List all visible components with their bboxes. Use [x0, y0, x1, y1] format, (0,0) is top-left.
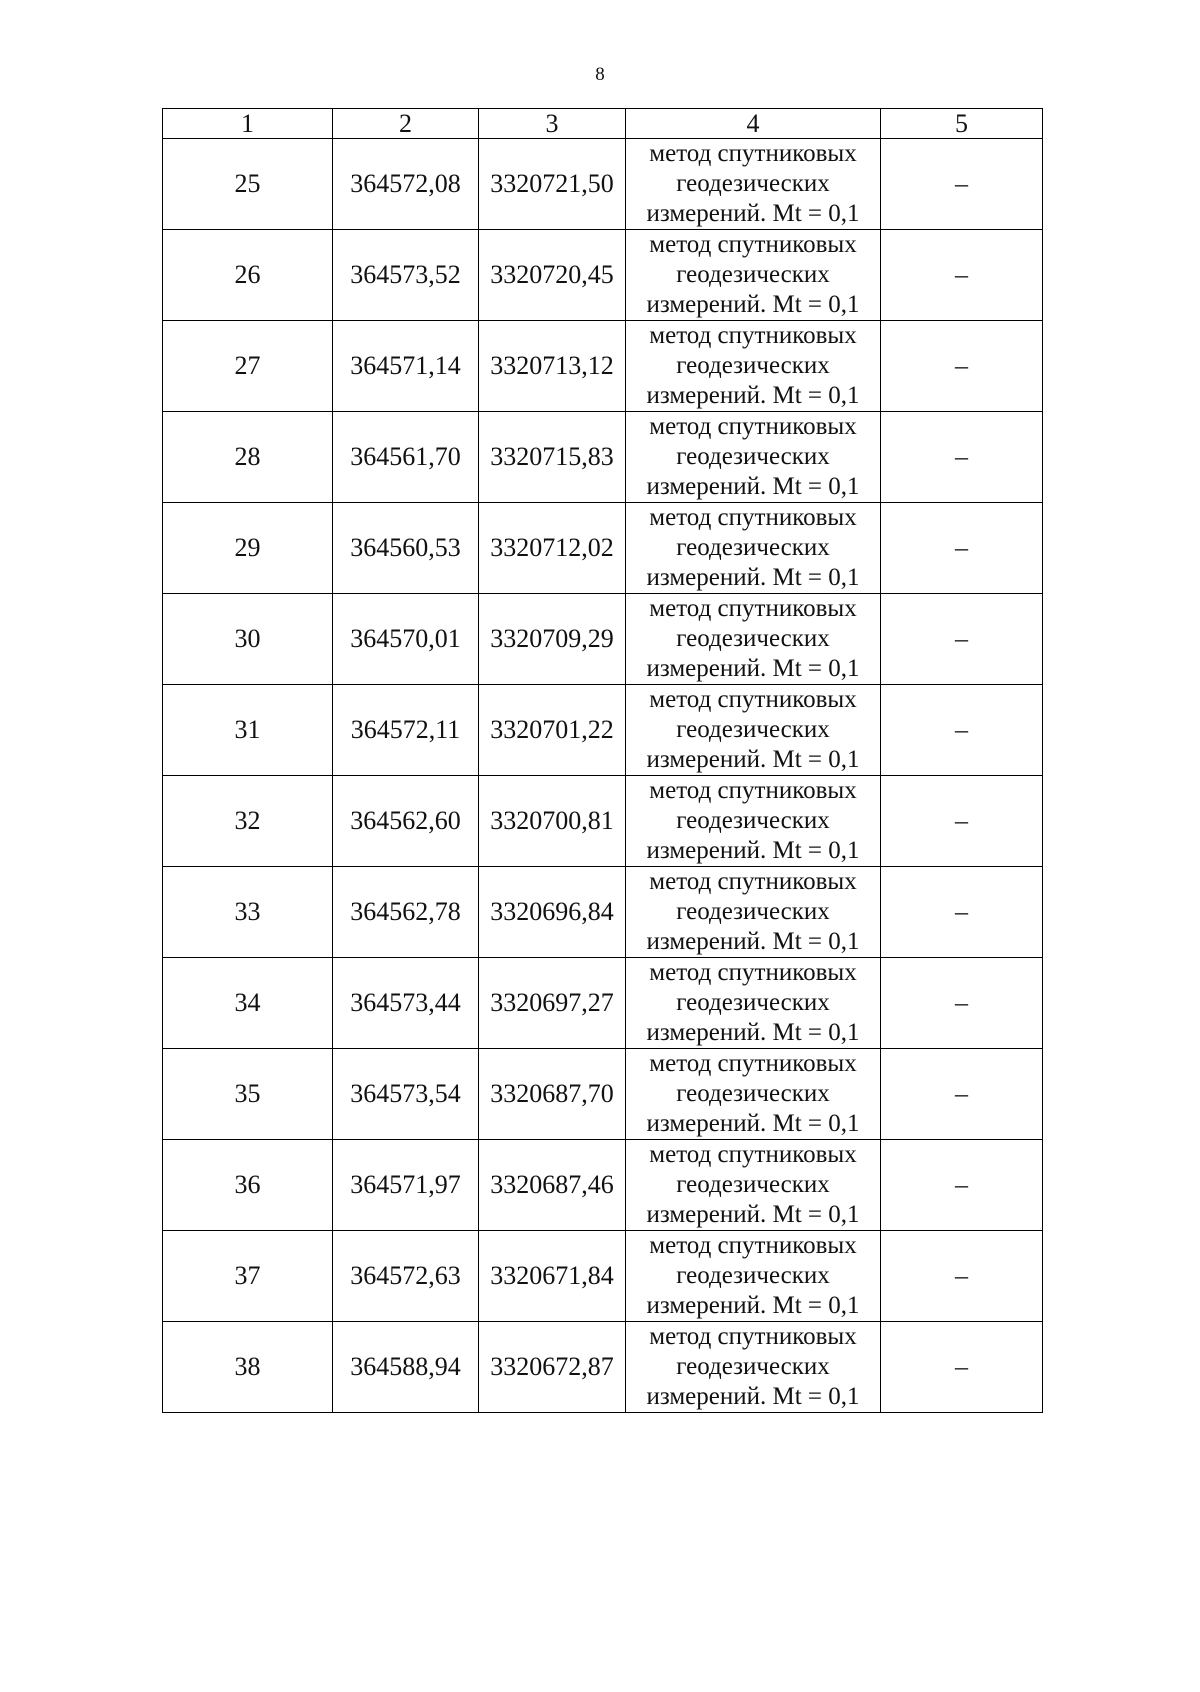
cell-col-5: – [881, 1231, 1043, 1322]
cell-col-2: 364560,53 [333, 503, 479, 594]
cell-col-1: 37 [163, 1231, 333, 1322]
cell-col-4-line: метод спутниковых [649, 1050, 857, 1077]
table-row [163, 958, 1043, 1049]
table-body [163, 139, 1043, 1413]
cell-col-4-line: геодезических [676, 807, 830, 834]
cell-col-1: 30 [163, 594, 333, 685]
cell-col-4-line: геодезических [676, 716, 830, 743]
cell-col-4 [626, 867, 881, 958]
cell-col-4-line: измерений. Mt = 0,1 [646, 1201, 860, 1228]
cell-col-3: 3320687,46 [479, 1140, 626, 1231]
cell-col-5: – [881, 776, 1043, 867]
cell-col-4 [626, 1140, 881, 1231]
cell-col-3: 3320709,29 [479, 594, 626, 685]
cell-col-4-line: геодезических [676, 352, 830, 379]
cell-col-4-line: геодезических [676, 1262, 830, 1289]
cell-col-4-line: измерений. Mt = 0,1 [646, 655, 860, 682]
cell-col-1: 26 [163, 230, 333, 321]
cell-col-4-line: геодезических [676, 170, 830, 197]
cell-col-5: – [881, 867, 1043, 958]
cell-col-5: – [881, 503, 1043, 594]
table-row [163, 139, 1043, 230]
cell-col-1: 31 [163, 685, 333, 776]
table-row [163, 594, 1043, 685]
header-col-2: 2 [333, 109, 479, 139]
cell-col-2: 364573,54 [333, 1049, 479, 1140]
table-row [163, 1049, 1043, 1140]
cell-col-4-line: метод спутниковых [649, 777, 857, 804]
cell-col-4 [626, 1231, 881, 1322]
page-number: 8 [595, 64, 605, 85]
cell-col-4-line: измерений. Mt = 0,1 [646, 928, 860, 955]
table-row [163, 503, 1043, 594]
cell-col-4-line: измерений. Mt = 0,1 [646, 473, 860, 500]
cell-col-3: 3320715,83 [479, 412, 626, 503]
header-row [163, 109, 1043, 139]
cell-col-4-line: геодезических [676, 1171, 830, 1198]
header-col-1: 1 [163, 109, 333, 139]
header-col-4: 4 [626, 109, 881, 139]
cell-col-4-line: геодезических [676, 443, 830, 470]
cell-col-3: 3320712,02 [479, 503, 626, 594]
cell-col-2: 364571,97 [333, 1140, 479, 1231]
cell-col-1: 27 [163, 321, 333, 412]
cell-col-1: 35 [163, 1049, 333, 1140]
cell-col-4-line: измерений. Mt = 0,1 [646, 564, 860, 591]
cell-col-4-line: метод спутниковых [649, 322, 857, 349]
cell-col-5: – [881, 230, 1043, 321]
header-col-5: 5 [881, 109, 1043, 139]
table-row [163, 867, 1043, 958]
cell-col-1: 32 [163, 776, 333, 867]
cell-col-3: 3320687,70 [479, 1049, 626, 1140]
cell-col-4 [626, 594, 881, 685]
cell-col-2: 364588,94 [333, 1322, 479, 1413]
cell-col-4-line: измерений. Mt = 0,1 [646, 746, 860, 773]
cell-col-2: 364573,44 [333, 958, 479, 1049]
table-row [163, 321, 1043, 412]
cell-col-4-line: метод спутниковых [649, 1232, 857, 1259]
cell-col-1: 34 [163, 958, 333, 1049]
cell-col-4-line: метод спутниковых [649, 595, 857, 622]
cell-col-4-line: измерений. Mt = 0,1 [646, 1292, 860, 1319]
cell-col-3: 3320697,27 [479, 958, 626, 1049]
table-header [163, 109, 1043, 139]
cell-col-4 [626, 230, 881, 321]
cell-col-4 [626, 139, 881, 230]
cell-col-5: – [881, 594, 1043, 685]
cell-col-4 [626, 776, 881, 867]
table-row [163, 230, 1043, 321]
cell-col-4 [626, 1049, 881, 1140]
cell-col-4-line: метод спутниковых [649, 959, 857, 986]
cell-col-4-line: метод спутниковых [649, 1141, 857, 1168]
cell-col-4-line: метод спутниковых [649, 868, 857, 895]
cell-col-3: 3320713,12 [479, 321, 626, 412]
cell-col-4-line: метод спутниковых [649, 686, 857, 713]
cell-col-5: – [881, 1322, 1043, 1413]
cell-col-4 [626, 685, 881, 776]
cell-col-4-line: измерений. Mt = 0,1 [646, 837, 860, 864]
cell-col-5: – [881, 958, 1043, 1049]
cell-col-3: 3320700,81 [479, 776, 626, 867]
table-row [163, 776, 1043, 867]
cell-col-1: 29 [163, 503, 333, 594]
table-row [163, 412, 1043, 503]
cell-col-4-line: геодезических [676, 898, 830, 925]
cell-col-4-line: геодезических [676, 534, 830, 561]
coordinates-table [162, 108, 1043, 1413]
cell-col-4-line: измерений. Mt = 0,1 [646, 1383, 860, 1410]
cell-col-5: – [881, 1140, 1043, 1231]
cell-col-4-line: геодезических [676, 1353, 830, 1380]
cell-col-5: – [881, 139, 1043, 230]
cell-col-1: 38 [163, 1322, 333, 1413]
cell-col-2: 364573,52 [333, 230, 479, 321]
cell-col-4 [626, 958, 881, 1049]
cell-col-5: – [881, 412, 1043, 503]
cell-col-2: 364562,78 [333, 867, 479, 958]
cell-col-2: 364572,08 [333, 139, 479, 230]
cell-col-4 [626, 412, 881, 503]
cell-col-2: 364561,70 [333, 412, 479, 503]
cell-col-4-line: метод спутниковых [649, 140, 857, 167]
cell-col-3: 3320720,45 [479, 230, 626, 321]
cell-col-4-line: метод спутниковых [649, 1323, 857, 1350]
cell-col-5: – [881, 1049, 1043, 1140]
cell-col-4-line: геодезических [676, 989, 830, 1016]
cell-col-4-line: метод спутниковых [649, 504, 857, 531]
cell-col-2: 364572,63 [333, 1231, 479, 1322]
cell-col-1: 28 [163, 412, 333, 503]
cell-col-3: 3320721,50 [479, 139, 626, 230]
cell-col-5: – [881, 685, 1043, 776]
header-col-3: 3 [479, 109, 626, 139]
cell-col-4 [626, 1322, 881, 1413]
cell-col-1: 25 [163, 139, 333, 230]
cell-col-4-line: измерений. Mt = 0,1 [646, 200, 860, 227]
table-row [163, 1322, 1043, 1413]
cell-col-2: 364562,60 [333, 776, 479, 867]
cell-col-1: 36 [163, 1140, 333, 1231]
cell-col-4-line: измерений. Mt = 0,1 [646, 291, 860, 318]
cell-col-4-line: метод спутниковых [649, 231, 857, 258]
table-row [163, 1140, 1043, 1231]
cell-col-4-line: измерений. Mt = 0,1 [646, 1019, 860, 1046]
table-row [163, 685, 1043, 776]
cell-col-5: – [881, 321, 1043, 412]
cell-col-1: 33 [163, 867, 333, 958]
cell-col-4-line: измерений. Mt = 0,1 [646, 382, 860, 409]
cell-col-4-line: геодезических [676, 625, 830, 652]
cell-col-4 [626, 321, 881, 412]
cell-col-3: 3320672,87 [479, 1322, 626, 1413]
cell-col-4-line: геодезических [676, 261, 830, 288]
cell-col-2: 364570,01 [333, 594, 479, 685]
cell-col-3: 3320671,84 [479, 1231, 626, 1322]
cell-col-4 [626, 503, 881, 594]
cell-col-2: 364572,11 [333, 685, 479, 776]
cell-col-4-line: метод спутниковых [649, 413, 857, 440]
cell-col-3: 3320696,84 [479, 867, 626, 958]
cell-col-4-line: измерений. Mt = 0,1 [646, 1110, 860, 1137]
cell-col-3: 3320701,22 [479, 685, 626, 776]
cell-col-2: 364571,14 [333, 321, 479, 412]
cell-col-4-line: геодезических [676, 1080, 830, 1107]
table-row [163, 1231, 1043, 1322]
